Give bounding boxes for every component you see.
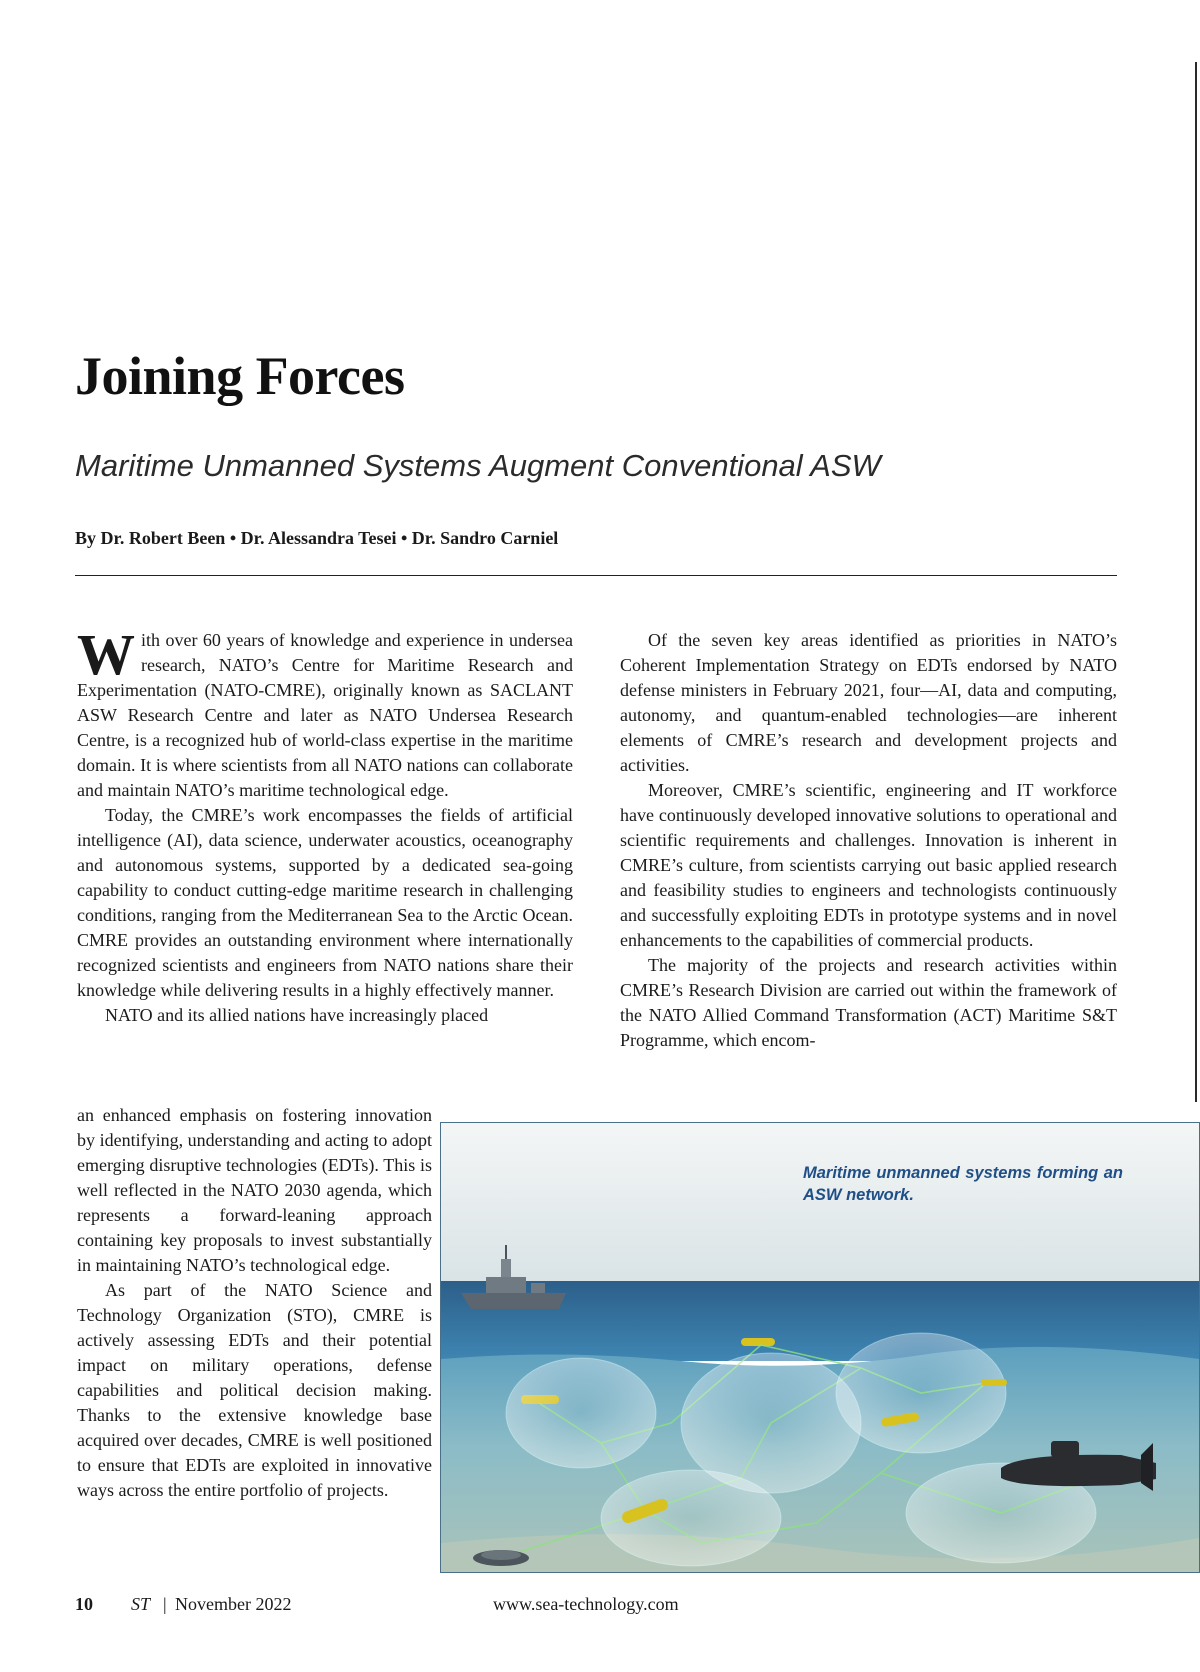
paragraph: Today, the CMRE’s work encompasses the fields of artificial intelligence (AI), data science, underwater acoustics, oceanography and autonomous systems, supported by a dedicated sea-going capability to conduct cutting-edge maritime research in challenging conditions, ranging from the Mediterranean Sea to the Arctic Ocean. CMRE provides an outstanding environment where internationally recognized scientists and engineers from NATO nations share their knowledge while delivering results in a highly effectively manner.: [77, 805, 573, 1000]
paragraph: NATO and its allied nations have increasingly placed: [105, 1005, 489, 1025]
paragraph: The majority of the projects and research activities within CMRE’s Research Division are carried out within the framework of the NATO Allied Command Transformation (ACT) Maritime S&T Programme, which encom-: [620, 955, 1117, 1050]
paragraph: an enhanced emphasis on fostering innovation by identifying, understanding and acting to adopt emerging disruptive technologies (EDTs). This is well reflected in the NATO 2030 agenda, which represents a forward-leaning approach containing key proposals to invest substantially in maintaining NATO’s technological edge.: [77, 1105, 432, 1275]
column-1-top: [77, 622, 573, 1028]
page-footer: [0, 1594, 1200, 1624]
publication-name: ST: [131, 1594, 151, 1614]
byline: By Dr. Robert Been • Dr. Alessandra Tesei • Dr. Sandro Carniel: [75, 528, 559, 548]
issue-date: November 2022: [175, 1594, 292, 1614]
article-subtitle: Maritime Unmanned Systems Augment Conventional ASW: [75, 448, 881, 483]
paragraph: [77, 622, 573, 803]
paragraph-text: ith over 60 years of knowledge and experience in undersea research, NATO’s Centre for Maritime Research and Experimentation (NATO-CMRE), originally known as SACLANT ASW Research Centre and later as NATO Undersea Research Centre, is a recognized hub of world-class expertise in the maritime domain. It is where scientists from all NATO nations can collaborate and maintain NATO’s maritime technological edge.: [77, 630, 573, 800]
paragraph: As part of the NATO Science and Technology Organization (STO), CMRE is actively assessing EDTs and their potential impact on military operations, defense capabilities and political decision making. Thanks to the extensive knowledge base acquired over decades, CMRE is well positioned to ensure that EDTs are exploited in innovative ways across the entire portfolio of projects.: [77, 1280, 432, 1500]
drop-cap: W: [77, 622, 135, 687]
page-edge-rule: [1195, 62, 1197, 1102]
website-link[interactable]: www.sea-technology.com: [493, 1594, 679, 1614]
paragraph: Of the seven key areas identified as priorities in NATO’s Coherent Implementation Strategy on EDTs endorsed by NATO defense ministers in February 2021, four—AI, data and computing, autonomy, and quantum-enabled technologies—are inherent elements of CMRE’s research and development projects and activities.: [620, 630, 1117, 775]
footer-separator: |: [163, 1594, 167, 1614]
ocean-glider-icon: [741, 1338, 775, 1346]
column-2: [620, 628, 1117, 1053]
paragraph: Moreover, CMRE’s scientific, engineering and IT workforce have continuously developed innovative solutions to operational and scientific requirements and challenges. Innovation is inherent in CMRE’s culture, from scientists carrying out basic applied research and feasibility studies to engineers and technologists continuously and successfully exploiting EDTs in prototype systems and in novel enhancements to the capabilities of commercial products.: [620, 780, 1117, 950]
page-number: 10: [75, 1594, 93, 1614]
column-1-bottom: [77, 1103, 432, 1503]
article-title: Joining Forces: [75, 346, 405, 406]
seabed-sensor-icon: [473, 1550, 529, 1566]
title-divider: [75, 575, 1117, 576]
figure-caption: Maritime unmanned systems forming an ASW network.: [803, 1164, 1123, 1204]
